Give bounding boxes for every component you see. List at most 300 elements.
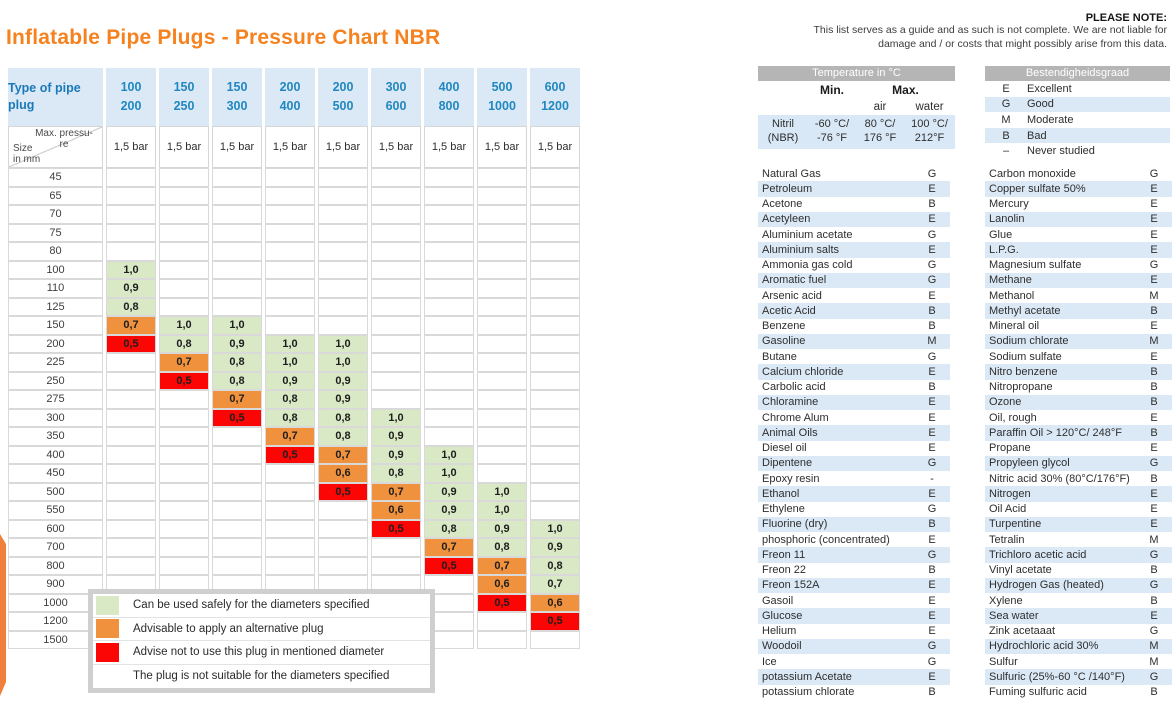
table-row [8,520,580,539]
chemical-grade: G [927,228,937,241]
plug-type-top: 300 [385,79,407,94]
plug-type-header-cell [318,68,368,126]
chemical-name: Magnesium sulfate [989,259,1082,272]
table-row [8,483,580,502]
pressure-value-cell [159,409,209,428]
pressure-value-cell: 0,8 [424,520,474,539]
table-row [8,353,580,372]
pressure-value-cell: 0,9 [371,427,421,446]
pressure-value-cell [371,298,421,317]
chemical-grade: E [1150,228,1158,241]
pressure-value-cell [265,557,315,576]
pressure-value-cell [212,520,262,539]
pressure-value-cell [106,242,156,261]
list-item [985,441,1172,456]
list-item [758,639,950,654]
legend-row [93,618,430,642]
list-item [758,608,950,623]
list-item [985,303,1172,318]
chemical-name: Tetralin [989,533,1025,546]
chemical-name: Methanol [989,289,1035,302]
pressure-value-cell: 0,7 [212,390,262,409]
legend-label: The plug is not suitable for the diameters specified [133,670,390,683]
pressure-value-cell [530,205,580,224]
pressure-value-cell: 0,5 [318,483,368,502]
pressure-value-cell [318,168,368,187]
chemical-name: Xylene [989,594,1023,607]
pressure-value-cell [212,483,262,502]
list-item [758,273,950,288]
size-cell: 500 [8,483,103,502]
list-item [758,410,950,425]
pressure-value-cell: 1,0 [424,446,474,465]
disclaimer-line: This list serves as a guide and as such is not complete. We are not liable for [813,24,1167,36]
grade-label: Moderate [1027,113,1074,126]
pressure-value-cell [530,261,580,280]
chemical-name: Carbon monoxide [989,167,1076,180]
chemical-name: Sea water [989,609,1039,622]
list-item [758,242,950,257]
plug-type-top: 200 [332,79,354,94]
grade-legend-header: Bestendigheidsgraad [985,66,1170,81]
pressure-value-cell: 0,6 [318,464,368,483]
chemical-name: Aluminium acetate [762,228,853,241]
list-item [985,395,1172,410]
list-item [758,212,950,227]
pressure-value-cell [159,464,209,483]
chemical-grade: E [1150,320,1158,333]
pressure-value-cell [265,520,315,539]
chemical-name: Sulfuric (25%-60 °C /140°F) [989,670,1125,683]
table-row [8,205,580,224]
chemical-grade: B [1150,594,1158,607]
chemical-name: Vinyl acetate [989,564,1052,577]
water-label: water [915,101,944,113]
plug-type-top: 150 [173,79,195,94]
chemical-name: Sodium sulfate [989,350,1062,363]
table-row [8,446,580,465]
size-cell: 75 [8,224,103,243]
list-item [985,669,1172,684]
chemical-grade: M [1149,533,1159,546]
chemical-name: Gasoil [762,594,794,607]
pressure-value-cell [477,187,527,206]
size-cell: 350 [8,427,103,446]
pressure-value-cell: 0,7 [159,353,209,372]
pressure-value-cell [530,372,580,391]
temperature-table-header: Temperature in °C [758,66,955,81]
chemical-grade: E [928,579,936,592]
pressure-value-cell [106,557,156,576]
pressure-value-cell [530,483,580,502]
pressure-value-cell [371,279,421,298]
pressure-value-cell [477,242,527,261]
list-item [985,212,1172,227]
list-item [985,486,1172,501]
pressure-value-cell: 0,5 [106,335,156,354]
pressure-value-cell [212,464,262,483]
list-item [758,227,950,242]
pressure-value-cell [424,409,474,428]
pressure-value-cell [159,205,209,224]
pressure-value-cell [318,242,368,261]
pressure-value-cell [265,464,315,483]
pressure-value-cell [106,520,156,539]
size-cell: 600 [8,520,103,539]
pressure-value-cell [106,224,156,243]
chemical-name: Animal Oils [762,426,818,439]
orange-edge-ribbon [0,534,6,696]
list-item [758,517,950,532]
pressure-value-cell [106,427,156,446]
list-item [758,547,950,562]
pressure-value-cell [477,446,527,465]
chemical-grade: E [1150,182,1158,195]
list-item [985,624,1172,639]
pressure-value-cell: 1,0 [265,353,315,372]
chemical-name: Nitric acid 30% (80°C/176°F) [989,472,1130,485]
chemical-grade: - [930,472,934,485]
list-item [758,425,950,440]
chemical-grade: E [928,243,936,256]
plug-type-top: 200 [279,79,301,94]
pressure-value-cell [212,168,262,187]
chemical-grade: G [1149,167,1159,180]
list-item [758,258,950,273]
pressure-value-cell: 0,8 [318,409,368,428]
grade-label: Bad [1027,129,1047,142]
list-item [985,319,1172,334]
pressure-value-cell [530,464,580,483]
plug-type-header-cell [106,68,156,126]
max-water-temp-cell: 100 °C/ 212°F [911,118,948,145]
chemical-grade: B [1150,426,1158,439]
grade-code: E [1002,82,1010,95]
chemical-grade: E [1150,274,1158,287]
chemical-name: Butane [762,350,797,363]
max-pressure-cell: 1,5 bar [424,126,474,168]
pressure-value-cell: 0,9 [318,372,368,391]
pressure-value-cell: 0,8 [530,557,580,576]
chemical-grade: E [1150,609,1158,622]
list-item [758,319,950,334]
pressure-value-cell [530,501,580,520]
chemical-grade: E [928,289,936,302]
pressure-value-cell [424,316,474,335]
chemical-name: Zink acetaaat [989,625,1056,638]
pressure-value-cell [530,427,580,446]
pressure-value-cell: 0,8 [212,353,262,372]
size-cell: 250 [8,372,103,391]
chemical-name: Hydrogen Gas (heated) [989,579,1104,592]
pressure-value-cell [477,205,527,224]
pressure-value-cell [424,335,474,354]
pressure-value-cell [265,205,315,224]
chemical-grade: E [1150,198,1158,211]
chemical-name: Freon 22 [762,564,807,577]
list-item [758,578,950,593]
pressure-value-cell: 0,5 [159,372,209,391]
pressure-value-cell [424,390,474,409]
pressure-value-cell [477,335,527,354]
chemical-name: Epoxy resin [762,472,820,485]
chemical-name: Acetone [762,198,803,211]
chemical-grade: E [928,609,936,622]
pressure-value-cell [212,187,262,206]
table-row [8,538,580,557]
chemical-name: Mineral oil [989,320,1040,333]
pressure-value-cell: 0,5 [424,557,474,576]
grade-legend [985,66,1170,159]
chemical-list-left [758,166,950,700]
chemical-grade: G [1149,259,1159,272]
chemical-grade: E [928,442,936,455]
pressure-value-cell: 0,8 [477,538,527,557]
legend-label: Advise not to use this plug in mentioned diameter [133,646,385,659]
list-item [758,364,950,379]
list-item [985,349,1172,364]
plug-type-header-cell [212,68,262,126]
pressure-value-cell [530,224,580,243]
chemical-name: Turpentine [989,518,1042,531]
pressure-value-cell: 0,7 [424,538,474,557]
pressure-value-cell [371,353,421,372]
chemical-name: Chrome Alum [762,411,829,424]
chemical-grade: G [927,274,937,287]
pressure-value-cell: 0,8 [318,427,368,446]
pressure-value-cell [106,446,156,465]
pressure-value-cell [212,446,262,465]
pressure-value-cell [212,279,262,298]
pressure-value-cell [530,335,580,354]
pressure-value-cell [212,224,262,243]
pressure-value-cell [265,168,315,187]
chemical-grade: E [928,396,936,409]
plug-type-top: 150 [226,79,248,94]
spacer [758,99,808,115]
size-cell: 225 [8,353,103,372]
size-cell: 65 [8,187,103,206]
pressure-value-cell [318,501,368,520]
max-pressure-cell: 1,5 bar [477,126,527,168]
chemical-grade: B [1150,381,1158,394]
chemical-grade: M [1149,640,1159,653]
chemical-grade: E [1150,213,1158,226]
pressure-value-cell: 0,7 [371,483,421,502]
size-cell: 200 [8,335,103,354]
chemical-grade: E [928,533,936,546]
chemical-name: Oil, rough [989,411,1037,424]
pressure-value-cell [159,187,209,206]
min-temp-cell: -60 °C/ -76 °F [814,118,850,145]
chemical-name: Freon 11 [762,548,806,561]
chemical-grade: G [927,655,937,668]
chemical-grade: G [1149,457,1159,470]
pressure-value-cell [530,279,580,298]
chemical-grade: G [927,259,937,272]
pressure-value-cell [159,446,209,465]
pressure-value-cell [530,409,580,428]
pressure-value-cell [318,557,368,576]
legend-row [93,641,430,665]
pressure-value-cell [477,427,527,446]
grade-row [985,97,1170,113]
pressure-value-cell [106,464,156,483]
list-item [985,654,1172,669]
chemical-grade: B [1150,304,1158,317]
plug-type-header-row [8,68,580,126]
pressure-value-cell [530,631,580,650]
pressure-value-cell [424,427,474,446]
list-item [758,456,950,471]
size-cell: 100 [8,261,103,280]
chemical-grade: E [928,411,936,424]
chemical-grade: B [928,518,936,531]
list-item [758,288,950,303]
size-cell: 80 [8,242,103,261]
size-cell: 800 [8,557,103,576]
chemical-grade: B [928,304,936,317]
table-row [8,390,580,409]
chemical-name: Oil Acid [989,503,1027,516]
size-cell: 1000 [8,594,103,613]
chemical-name: Calcium chloride [762,365,844,378]
list-item [985,685,1172,700]
table-row [8,557,580,576]
list-item [985,197,1172,212]
spacer [758,81,808,99]
disclaimer-heading: PLEASE NOTE: [1085,12,1167,24]
pressure-value-cell [371,316,421,335]
chemical-name: Carbolic acid [762,381,826,394]
pressure-value-cell [371,335,421,354]
size-cell: 700 [8,538,103,557]
table-row [8,316,580,335]
legend-label: Can be used safely for the diameters specified [133,599,370,612]
pressure-value-cell [159,298,209,317]
pressure-value-cell: 0,5 [371,520,421,539]
chemical-name: Gasoline [762,335,806,348]
table-row [8,168,580,187]
size-cell: 1500 [8,631,103,650]
list-item [985,288,1172,303]
list-item [758,502,950,517]
pressure-value-cell [424,372,474,391]
size-in-mm-label: Size in mm [13,143,41,165]
pressure-value-cell [371,538,421,557]
pressure-value-cell [159,390,209,409]
pressure-value-cell: 0,9 [371,446,421,465]
pressure-value-cell [318,205,368,224]
grade-row [985,143,1170,159]
pressure-value-cell [477,316,527,335]
pressure-value-cell: 1,0 [530,520,580,539]
pressure-value-cell [318,316,368,335]
pressure-value-cell [477,409,527,428]
pressure-value-cell [318,261,368,280]
corner-header-line: Type of pipe [8,81,81,96]
green-swatch [96,596,119,615]
pressure-value-cell: 0,9 [265,372,315,391]
chemical-grade: B [1150,396,1158,409]
chemical-name: Lanolin [989,213,1025,226]
pressure-value-cell [424,279,474,298]
pressure-value-cell: 1,0 [106,261,156,280]
list-item [985,242,1172,257]
table-row [8,242,580,261]
size-cell: 150 [8,316,103,335]
pressure-value-cell [371,168,421,187]
grade-code: – [1002,145,1010,158]
air-label: air [873,101,887,113]
list-item [985,410,1172,425]
pressure-value-cell [159,520,209,539]
grade-row [985,81,1170,97]
grade-label: Never studied [1027,145,1095,158]
pressure-value-cell [106,538,156,557]
pressure-value-cell [106,205,156,224]
size-cell: 400 [8,446,103,465]
list-item [758,441,950,456]
pressure-value-cell [265,538,315,557]
chemical-grade: E [1150,442,1158,455]
pressure-value-cell [424,242,474,261]
max-pressure-row [8,126,580,168]
chemical-grade: E [1150,503,1158,516]
chemical-name: Nitrogen [989,487,1031,500]
color-legend [88,589,435,693]
pressure-value-cell: 1,0 [318,353,368,372]
chemical-name: Ethylene [762,503,805,516]
pressure-value-cell [477,353,527,372]
pressure-value-cell [265,501,315,520]
list-item [985,334,1172,349]
pressure-value-cell: 0,9 [424,501,474,520]
list-item [758,166,950,181]
plug-type-bottom: 800 [438,99,460,113]
pressure-value-cell [106,372,156,391]
list-item [758,563,950,578]
pressure-value-cell [265,224,315,243]
pressure-value-cell: 0,8 [265,390,315,409]
legend-row [93,594,430,618]
plug-type-bottom: 250 [173,99,195,113]
pressure-value-cell [212,261,262,280]
list-item [758,685,950,700]
pressure-value-cell [212,298,262,317]
chemical-name: Ice [762,655,777,668]
pressure-value-cell [371,390,421,409]
min-label: Min. [820,83,844,97]
table-row [8,261,580,280]
chemical-name: Sodium chlorate [989,335,1069,348]
pressure-value-cell [265,187,315,206]
chemical-grade: E [928,426,936,439]
spacer [808,99,856,115]
list-item [758,303,950,318]
pressure-value-cell [159,224,209,243]
chemical-grade: G [927,503,937,516]
list-item [985,593,1172,608]
pressure-value-cell [159,242,209,261]
grade-code: G [1001,98,1011,111]
chemical-name: Aluminium salts [762,243,840,256]
chemical-name: Acetyleen [762,213,811,226]
grade-label: Good [1027,98,1054,111]
max-pressure-cell: 1,5 bar [106,126,156,168]
pressure-value-cell [212,242,262,261]
plug-type-header-cell [477,68,527,126]
